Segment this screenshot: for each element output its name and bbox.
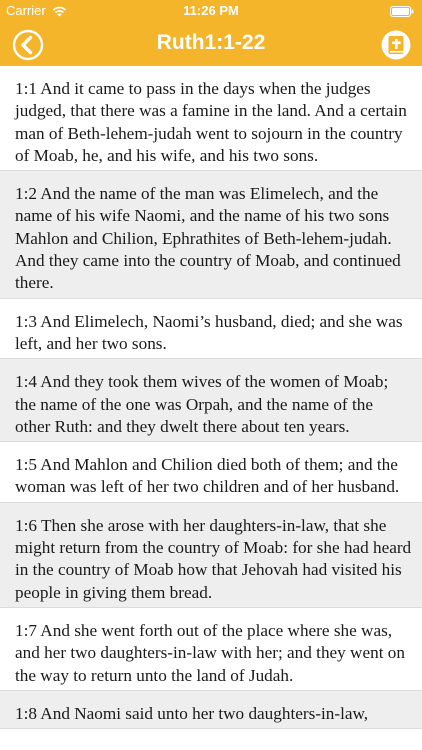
status-time: 11:26 PM — [183, 3, 239, 18]
status-bar — [0, 0, 422, 22]
bible-button[interactable] — [380, 29, 412, 61]
verse-1-3[interactable]: 1:3 And Elimelech, Naomi’s husband, died; and she was left, and her two sons. — [0, 299, 422, 360]
verse-1-6[interactable]: 1:6 Then she arose with her daughters-in-law, that she might return from the country of Moab: for she had heard in the country of Moab how that Jehovah had visited his people in giving them bread. — [0, 503, 422, 608]
verse-list[interactable] — [0, 66, 422, 750]
carrier-label: Carrier — [6, 3, 46, 18]
nav-bar — [0, 22, 422, 66]
verse-1-8[interactable]: 1:8 And Naomi said unto her two daughters-in-law, — [0, 691, 422, 729]
verse-1-7[interactable]: 1:7 And she went forth out of the place where she was, and her two daughters-in-law with her; and they went on the way to return unto the land of Judah. — [0, 608, 422, 691]
page-title: Ruth1:1-22 — [156, 31, 266, 54]
battery-icon — [390, 5, 414, 16]
verse-1-1[interactable]: 1:1 And it came to pass in the days when the judges judged, that there was a famine in the land. And a certain man of Beth-lehem-judah went to sojourn in the country of Moab, he, and his wife, and his two sons. — [0, 66, 422, 171]
back-button[interactable] — [12, 29, 44, 61]
bible-icon — [380, 48, 412, 65]
verse-1-4[interactable]: 1:4 And they took them wives of the women of Moab; the name of the one was Orpah, and the name of the other Ruth: and they dwelt there about ten years. — [0, 359, 422, 442]
verse-1-2[interactable]: 1:2 And the name of the man was Elimelech, and the name of his wife Naomi, and the name of his two sons Mahlon and Chilion, Ephrathites of Beth-lehem-judah. And they came into the country of Moab, and continued there. — [0, 171, 422, 298]
verse-1-5[interactable]: 1:5 And Mahlon and Chilion died both of them; and the woman was left of her two children and of her husband. — [0, 442, 422, 503]
chevron-left-circle-icon — [12, 48, 44, 65]
